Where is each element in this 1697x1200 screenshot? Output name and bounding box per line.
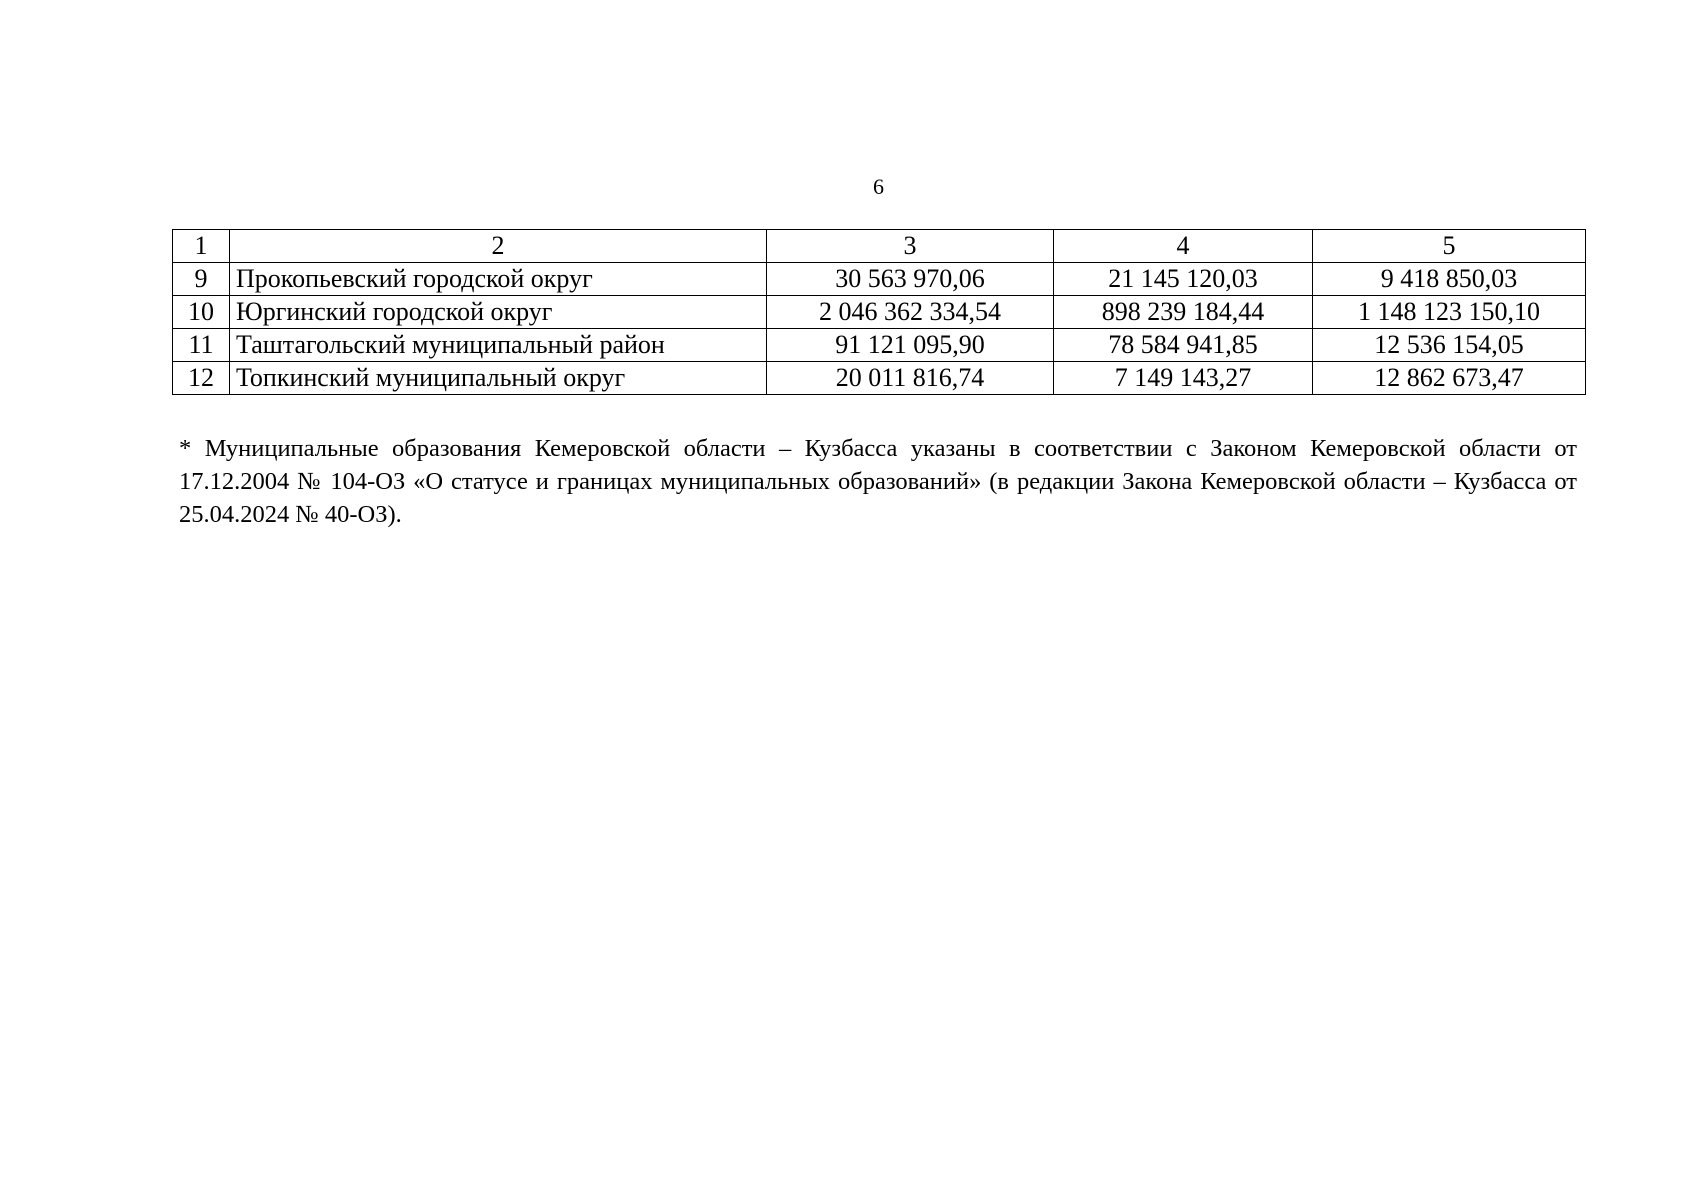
column-4-value: 7 149 143,27 [1054,362,1313,395]
column-5-value: 9 418 850,03 [1313,263,1586,296]
municipality-name: Прокопьевский городской округ [230,263,767,296]
column-5-value: 1 148 123 150,10 [1313,296,1586,329]
row-number: 9 [173,263,230,296]
footnote: * Муниципальные образования Кемеровской области – Кузбасса указаны в соответствии с Законом Кемеровской области от 17.12.2004 № 104-ОЗ «О статусе и границах муниципальных образований» (в редакции Закона Кемеровской области – Кузбасса от 25.04.2024 № 40-ОЗ). [179,435,1577,528]
municipality-name: Таштагольский муниципальный район [230,329,767,362]
page-number: 6 [873,174,884,199]
header-cell: 5 [1313,230,1586,263]
column-5-value: 12 862 673,47 [1313,362,1586,395]
column-4-value: 898 239 184,44 [1054,296,1313,329]
municipality-name: Топкинский муниципальный округ [230,362,767,395]
table-row [173,362,1586,395]
column-3-value: 20 011 816,74 [767,362,1054,395]
row-number: 12 [173,362,230,395]
column-4-value: 78 584 941,85 [1054,329,1313,362]
row-number: 10 [173,296,230,329]
row-number: 11 [173,329,230,362]
header-cell: 2 [230,230,767,263]
header-cell: 4 [1054,230,1313,263]
column-3-value: 91 121 095,90 [767,329,1054,362]
table-header-row [173,230,1586,263]
column-3-value: 2 046 362 334,54 [767,296,1054,329]
column-4-value: 21 145 120,03 [1054,263,1313,296]
data-table [172,229,1586,395]
header-cell: 3 [767,230,1054,263]
column-5-value: 12 536 154,05 [1313,329,1586,362]
table-row [173,329,1586,362]
column-3-value: 30 563 970,06 [767,263,1054,296]
municipality-name: Юргинский городской округ [230,296,767,329]
table-row [173,263,1586,296]
table-row [173,296,1586,329]
header-cell: 1 [173,230,230,263]
